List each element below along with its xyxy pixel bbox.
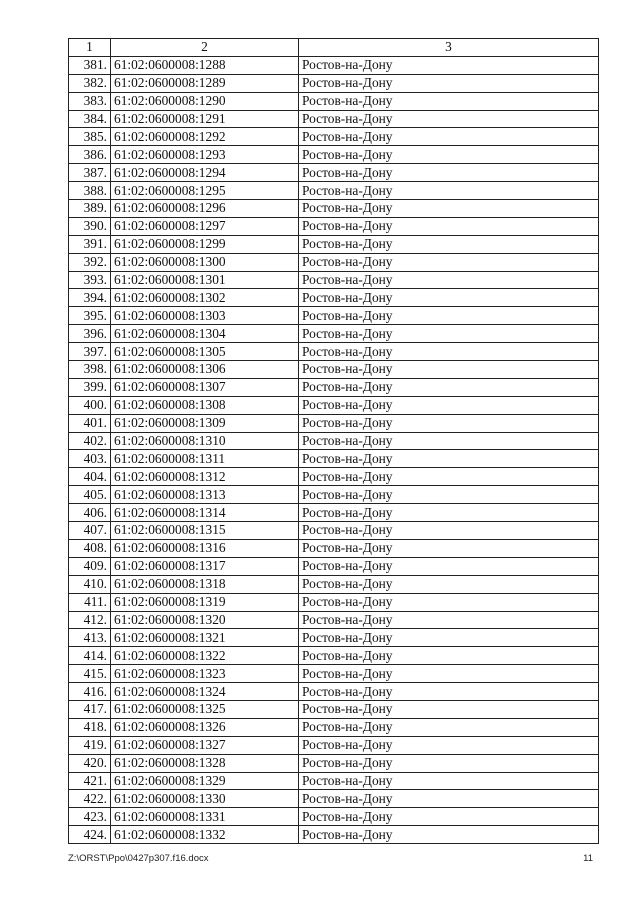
- cadastral-number: 61:02:0600008:1321: [111, 629, 299, 647]
- table-row: [69, 522, 599, 540]
- row-number: 400.: [69, 396, 111, 414]
- row-number: 397.: [69, 343, 111, 361]
- city-name: Ростов-на-Дону: [299, 575, 599, 593]
- city-name: Ростов-на-Дону: [299, 808, 599, 826]
- column-header-2: 2: [111, 39, 299, 57]
- city-name: Ростов-на-Дону: [299, 271, 599, 289]
- cadastral-number: 61:02:0600008:1316: [111, 539, 299, 557]
- table-row: [69, 432, 599, 450]
- row-number: 415.: [69, 665, 111, 683]
- table-row: [69, 772, 599, 790]
- cadastral-table: [68, 38, 599, 844]
- city-name: Ростов-на-Дону: [299, 683, 599, 701]
- city-name: Ростов-на-Дону: [299, 414, 599, 432]
- table-row: [69, 164, 599, 182]
- table-body: [69, 56, 599, 843]
- row-number: 394.: [69, 289, 111, 307]
- table-row: [69, 700, 599, 718]
- cadastral-number: 61:02:0600008:1327: [111, 736, 299, 754]
- cadastral-number: 61:02:0600008:1315: [111, 522, 299, 540]
- cadastral-number: 61:02:0600008:1313: [111, 486, 299, 504]
- row-number: 420.: [69, 754, 111, 772]
- city-name: Ростов-на-Дону: [299, 539, 599, 557]
- table-row: [69, 414, 599, 432]
- row-number: 396.: [69, 325, 111, 343]
- table-row: [69, 647, 599, 665]
- city-name: Ростов-на-Дону: [299, 235, 599, 253]
- table-row: [69, 128, 599, 146]
- table-row: [69, 486, 599, 504]
- city-name: Ростов-на-Дону: [299, 325, 599, 343]
- city-name: Ростов-на-Дону: [299, 378, 599, 396]
- row-number: 410.: [69, 575, 111, 593]
- table-row: [69, 146, 599, 164]
- city-name: Ростов-на-Дону: [299, 700, 599, 718]
- cadastral-number: 61:02:0600008:1299: [111, 235, 299, 253]
- table-row: [69, 593, 599, 611]
- cadastral-number: 61:02:0600008:1326: [111, 718, 299, 736]
- city-name: Ростов-на-Дону: [299, 289, 599, 307]
- cadastral-number: 61:02:0600008:1307: [111, 378, 299, 396]
- city-name: Ростов-на-Дону: [299, 754, 599, 772]
- row-number: 414.: [69, 647, 111, 665]
- city-name: Ростов-на-Дону: [299, 826, 599, 844]
- table-row: [69, 539, 599, 557]
- table-row: [69, 611, 599, 629]
- row-number: 386.: [69, 146, 111, 164]
- table-row: [69, 396, 599, 414]
- cadastral-number: 61:02:0600008:1323: [111, 665, 299, 683]
- cadastral-number: 61:02:0600008:1309: [111, 414, 299, 432]
- cadastral-number: 61:02:0600008:1318: [111, 575, 299, 593]
- city-name: Ростов-на-Дону: [299, 92, 599, 110]
- cadastral-number: 61:02:0600008:1292: [111, 128, 299, 146]
- row-number: 392.: [69, 253, 111, 271]
- cadastral-number: 61:02:0600008:1311: [111, 450, 299, 468]
- cadastral-number: 61:02:0600008:1328: [111, 754, 299, 772]
- row-number: 395.: [69, 307, 111, 325]
- table-row: [69, 74, 599, 92]
- city-name: Ростов-на-Дону: [299, 504, 599, 522]
- table-row: [69, 217, 599, 235]
- city-name: Ростов-на-Дону: [299, 432, 599, 450]
- row-number: 398.: [69, 361, 111, 379]
- table-row: [69, 468, 599, 486]
- row-number: 401.: [69, 414, 111, 432]
- cadastral-number: 61:02:0600008:1288: [111, 56, 299, 74]
- cadastral-number: 61:02:0600008:1312: [111, 468, 299, 486]
- city-name: Ростов-на-Дону: [299, 396, 599, 414]
- cadastral-number: 61:02:0600008:1296: [111, 200, 299, 218]
- footer-page-number: 11: [583, 853, 593, 864]
- row-number: 403.: [69, 450, 111, 468]
- row-number: 408.: [69, 539, 111, 557]
- city-name: Ростов-на-Дону: [299, 110, 599, 128]
- table-row: [69, 235, 599, 253]
- table-row: [69, 110, 599, 128]
- row-number: 409.: [69, 557, 111, 575]
- row-number: 423.: [69, 808, 111, 826]
- row-number: 405.: [69, 486, 111, 504]
- row-number: 388.: [69, 182, 111, 200]
- cadastral-number: 61:02:0600008:1300: [111, 253, 299, 271]
- city-name: Ростов-на-Дону: [299, 56, 599, 74]
- table-row: [69, 361, 599, 379]
- table-row: [69, 182, 599, 200]
- city-name: Ростов-на-Дону: [299, 128, 599, 146]
- cadastral-number: 61:02:0600008:1302: [111, 289, 299, 307]
- cadastral-number: 61:02:0600008:1317: [111, 557, 299, 575]
- row-number: 422.: [69, 790, 111, 808]
- city-name: Ростов-на-Дону: [299, 182, 599, 200]
- cadastral-number: 61:02:0600008:1305: [111, 343, 299, 361]
- row-number: 404.: [69, 468, 111, 486]
- row-number: 381.: [69, 56, 111, 74]
- cadastral-number: 61:02:0600008:1331: [111, 808, 299, 826]
- row-number: 424.: [69, 826, 111, 844]
- row-number: 407.: [69, 522, 111, 540]
- cadastral-number: 61:02:0600008:1330: [111, 790, 299, 808]
- city-name: Ростов-на-Дону: [299, 486, 599, 504]
- cadastral-number: 61:02:0600008:1301: [111, 271, 299, 289]
- city-name: Ростов-на-Дону: [299, 343, 599, 361]
- table-header-row: [69, 39, 599, 57]
- column-header-1: 1: [69, 39, 111, 57]
- city-name: Ростов-на-Дону: [299, 217, 599, 235]
- cadastral-number: 61:02:0600008:1329: [111, 772, 299, 790]
- row-number: 416.: [69, 683, 111, 701]
- city-name: Ростов-на-Дону: [299, 647, 599, 665]
- row-number: 390.: [69, 217, 111, 235]
- table-row: [69, 790, 599, 808]
- table-row: [69, 665, 599, 683]
- cadastral-number: 61:02:0600008:1306: [111, 361, 299, 379]
- city-name: Ростов-на-Дону: [299, 629, 599, 647]
- city-name: Ростов-на-Дону: [299, 468, 599, 486]
- table-row: [69, 450, 599, 468]
- city-name: Ростов-на-Дону: [299, 361, 599, 379]
- row-number: 399.: [69, 378, 111, 396]
- cadastral-number: 61:02:0600008:1325: [111, 700, 299, 718]
- city-name: Ростов-на-Дону: [299, 665, 599, 683]
- table-row: [69, 826, 599, 844]
- cadastral-number: 61:02:0600008:1324: [111, 683, 299, 701]
- city-name: Ростов-на-Дону: [299, 74, 599, 92]
- table-row: [69, 56, 599, 74]
- city-name: Ростов-на-Дону: [299, 593, 599, 611]
- table-row: [69, 736, 599, 754]
- table-row: [69, 754, 599, 772]
- cadastral-number: 61:02:0600008:1314: [111, 504, 299, 522]
- table-row: [69, 718, 599, 736]
- row-number: 406.: [69, 504, 111, 522]
- row-number: 382.: [69, 74, 111, 92]
- table-row: [69, 307, 599, 325]
- city-name: Ростов-на-Дону: [299, 611, 599, 629]
- row-number: 417.: [69, 700, 111, 718]
- cadastral-number: 61:02:0600008:1290: [111, 92, 299, 110]
- table-row: [69, 504, 599, 522]
- cadastral-number: 61:02:0600008:1295: [111, 182, 299, 200]
- row-number: 383.: [69, 92, 111, 110]
- city-name: Ростов-на-Дону: [299, 736, 599, 754]
- city-name: Ростов-на-Дону: [299, 200, 599, 218]
- cadastral-number: 61:02:0600008:1310: [111, 432, 299, 450]
- row-number: 421.: [69, 772, 111, 790]
- row-number: 387.: [69, 164, 111, 182]
- cadastral-number: 61:02:0600008:1320: [111, 611, 299, 629]
- cadastral-number: 61:02:0600008:1322: [111, 647, 299, 665]
- row-number: 412.: [69, 611, 111, 629]
- city-name: Ростов-на-Дону: [299, 772, 599, 790]
- table-row: [69, 343, 599, 361]
- city-name: Ростов-на-Дону: [299, 253, 599, 271]
- row-number: 391.: [69, 235, 111, 253]
- row-number: 413.: [69, 629, 111, 647]
- city-name: Ростов-на-Дону: [299, 307, 599, 325]
- table-row: [69, 575, 599, 593]
- row-number: 393.: [69, 271, 111, 289]
- row-number: 418.: [69, 718, 111, 736]
- table-row: [69, 200, 599, 218]
- table-row: [69, 325, 599, 343]
- row-number: 419.: [69, 736, 111, 754]
- cadastral-number: 61:02:0600008:1319: [111, 593, 299, 611]
- city-name: Ростов-на-Дону: [299, 718, 599, 736]
- table-row: [69, 808, 599, 826]
- city-name: Ростов-на-Дону: [299, 146, 599, 164]
- row-number: 402.: [69, 432, 111, 450]
- cadastral-number: 61:02:0600008:1304: [111, 325, 299, 343]
- cadastral-number: 61:02:0600008:1303: [111, 307, 299, 325]
- city-name: Ростов-на-Дону: [299, 164, 599, 182]
- table-row: [69, 253, 599, 271]
- cadastral-number: 61:02:0600008:1297: [111, 217, 299, 235]
- table-row: [69, 683, 599, 701]
- city-name: Ростов-на-Дону: [299, 557, 599, 575]
- row-number: 389.: [69, 200, 111, 218]
- cadastral-number: 61:02:0600008:1308: [111, 396, 299, 414]
- row-number: 384.: [69, 110, 111, 128]
- cadastral-number: 61:02:0600008:1289: [111, 74, 299, 92]
- city-name: Ростов-на-Дону: [299, 450, 599, 468]
- footer-file-path: Z:\ORST\Ppo\0427p307.f16.docx: [68, 853, 209, 864]
- cadastral-number: 61:02:0600008:1294: [111, 164, 299, 182]
- table-row: [69, 378, 599, 396]
- row-number: 411.: [69, 593, 111, 611]
- table-row: [69, 557, 599, 575]
- table-row: [69, 271, 599, 289]
- city-name: Ростов-на-Дону: [299, 522, 599, 540]
- table-row: [69, 629, 599, 647]
- table-row: [69, 92, 599, 110]
- column-header-3: 3: [299, 39, 599, 57]
- cadastral-number: 61:02:0600008:1332: [111, 826, 299, 844]
- cadastral-number: 61:02:0600008:1293: [111, 146, 299, 164]
- city-name: Ростов-на-Дону: [299, 790, 599, 808]
- cadastral-number: 61:02:0600008:1291: [111, 110, 299, 128]
- table-row: [69, 289, 599, 307]
- row-number: 385.: [69, 128, 111, 146]
